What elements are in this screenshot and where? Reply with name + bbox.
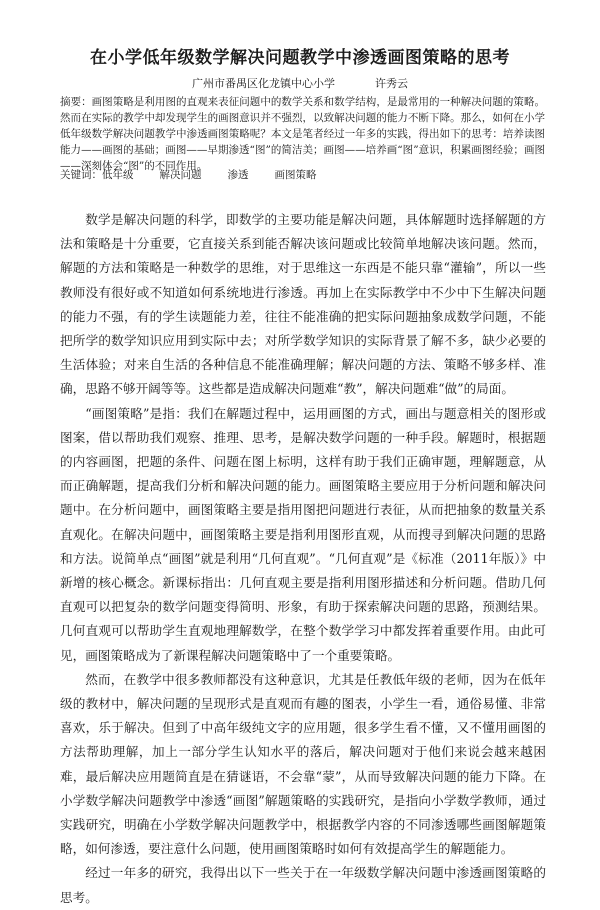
keyword-item: 渗透 — [227, 169, 249, 181]
body-paragraph: 然而，在教学中很多教师都没有这种意识，尤其是任教低年级的老师，因为在低年级的教材中，解决问题的呈现形式是直观而有趣的图表，小学生一看，通俗易懂、非常喜欢，乐于解决。但到了中高年级纯文字的应用题，很多学生看不懂，又不懂用画图的方法帮助理解，加上一部分学生认知水平的落后，解决问题对于他们来说会越来越困难，最后解决应用题简直是在猜谜语，不会靠“蒙”，从而导致解决问题的能力下降。在小学数学解决问题教学中渗透“画图”解题策略的实践研究，是指向小学数学教师，通过实践研究，明确在小学数学解决问题教学中，根据教学内容的不同渗透哪些画图解题策略，如何渗透，要注意什么问题，使用画图策略时如何有效提高学生的解题能力。 — [60, 671, 546, 857]
body-paragraph: 经过一年多的研究，我得出以下一些关于在一年级数学解决问题中渗透画图策略的思考。 — [60, 865, 546, 905]
keyword-item: 低年级 — [102, 169, 134, 181]
author-line — [40, 76, 560, 92]
keywords — [60, 167, 545, 183]
abstract: 摘要：画图策略是利用图的直观来表征问题中的数学关系和数学结构，是最常用的一种解决问题的策略。然而在实际的教学中却发现学生的画图意识并不强烈，以致解决问题的能力不断下降。那么，如何在小学低年级数学解决问题教学中渗透画图策略呢？本文是笔者经过一年多的实践，得出如下的思考：培养读图能力——画图的基础；画图——早期渗透“图”的简洁美；画图——培养画“图”意识，积累画图经验；画图——深刻体会“图”的不同作用。 — [60, 96, 545, 172]
author-affiliation: 广州市番禺区化龙镇中心小学 — [192, 77, 335, 90]
keyword-item: 解决问题 — [159, 169, 202, 181]
paper-title: 在小学低年级数学解决问题教学中渗透画图策略的思考 — [90, 48, 510, 68]
body-paragraph: 数学是解决问题的科学，即数学的主要功能是解决问题，具体解题时选择解题的方法和策略是十分重要，它直接关系到能否解决该问题或比较简单地解决该问题。然而，解题的方法和策略是一种数学的思维，对于思维这一东西是不能只靠“灌输”，所以一些教师没有很好或不知道如何系统地进行渗透。再加上在实际教学中不少中下生解决问题的能力不强，有的学生读题能力差，往往不能准确的把实际问题抽象成数学问题，不能把所学的数学知识应用到实际中去；对所学数学知识的实际背景了解不多，缺少必要的生活体验；对来自生活的各种信息不能准确理解；解决问题的方法、策略不够多样、准确，思路不够开阔等等。这些都是造成解决问题难“教”，解决问题难“做”的局面。 — [60, 212, 546, 397]
body-paragraph: “画图策略”是指：我们在解题过程中，运用画图的方式，画出与题意相关的图形或图案，借以帮助我们观察、推理、思考，是解决数学问题的一种手段。解题时，根据题的内容画图，把题的条件、问题在图上标明，这样有助于我们正确审题，理解题意，从而正确解题，提高我们分析和解决问题的能力。画图策略主要应用于分析问题和解决问题中。在分析问题中，画图策略主要是指用图把问题进行表征，从而把抽象的数量关系直观化。在解决问题中，画图策略主要是指利用图形直观，从而搜寻到解决问题的思路和方法。说简单点“画图”就是利用“几何直观”。“几何直观”是《标准（2011年版）》中新增的核心概念。新课标指出：几何直观主要是指利用图形描述和分析问题。借助几何直观可以把复杂的数学问题变得简明、形象，有助于探索解决问题的思路，预测结果。几何直观可以帮助学生直观地理解数学，在整个数学学习中都发挥着重要作用。由此可见，画图策略成为了新课程解决问题策略中了一个重要策略。 — [60, 405, 546, 663]
author-name: 许秀云 — [375, 77, 408, 90]
keywords-label: 关键词： — [60, 169, 102, 181]
keyword-item: 画图策略 — [274, 169, 317, 181]
body-text — [60, 208, 546, 910]
